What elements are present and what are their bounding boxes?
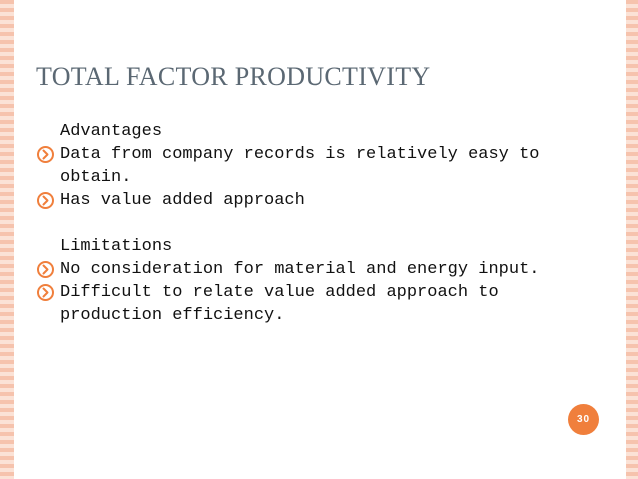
- bullet-text: Difficult to relate value added approach to: [60, 283, 499, 302]
- right-decorative-border: [626, 0, 638, 479]
- circled-arrow-icon: [36, 191, 55, 210]
- bullet-item: [36, 281, 556, 327]
- bullet-item: [36, 189, 556, 212]
- left-decorative-border: [0, 0, 14, 479]
- circled-arrow-icon: [36, 283, 55, 302]
- bullet-text: No consideration for material and energy input.: [60, 260, 540, 279]
- bullet-text-continued: production efficiency.: [60, 306, 285, 325]
- bullet-item: [36, 258, 556, 281]
- slide-title: TOTAL FACTOR PRODUCTIVITY: [36, 62, 431, 91]
- bullet-text: Has value added approach: [60, 191, 305, 210]
- circled-arrow-icon: [36, 260, 55, 279]
- bullet-item: [36, 143, 556, 189]
- slide-body: [36, 120, 556, 327]
- limitations-heading: Limitations: [60, 237, 173, 256]
- section-spacer: [36, 212, 556, 235]
- bullet-text-continued: obtain.: [60, 168, 132, 187]
- bullet-text: Data from company records is relatively easy to: [60, 145, 540, 164]
- circled-arrow-icon: [36, 145, 55, 164]
- advantages-heading: Advantages: [60, 122, 163, 141]
- page-number-badge: 30: [568, 404, 599, 435]
